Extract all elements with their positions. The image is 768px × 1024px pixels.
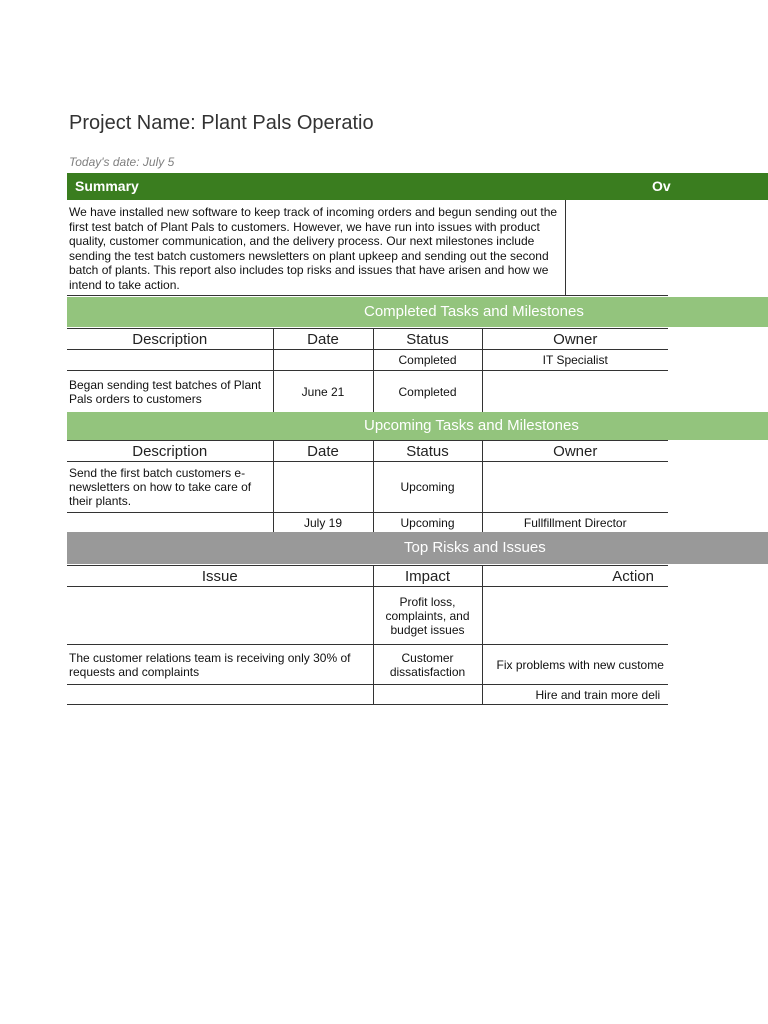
col-header-date: Date bbox=[273, 441, 373, 462]
completed-heading: Completed Tasks and Milestones bbox=[364, 303, 584, 320]
summary-box bbox=[67, 200, 566, 296]
completed-table bbox=[67, 328, 668, 414]
cell-status: Upcoming bbox=[373, 513, 482, 533]
table-row bbox=[67, 685, 668, 705]
col-header-owner: Owner bbox=[482, 441, 668, 462]
cell-impact: Profit loss, complaints, and budget issues bbox=[373, 587, 482, 645]
col-header-owner: Owner bbox=[482, 329, 668, 350]
cell-issue bbox=[67, 685, 373, 705]
col-header-issue: Issue bbox=[67, 566, 373, 587]
table-row bbox=[67, 462, 668, 513]
cell-description: Send the first batch customers e-newsletters on how to take care of their plants. bbox=[67, 462, 273, 513]
completed-section-band bbox=[67, 297, 768, 327]
cell-description bbox=[67, 350, 273, 371]
col-header-status: Status bbox=[373, 441, 482, 462]
risks-header-row bbox=[67, 566, 668, 587]
cell-owner bbox=[482, 371, 668, 414]
col-header-description: Description bbox=[67, 441, 273, 462]
completed-header-row bbox=[67, 329, 668, 350]
summary-heading: Summary bbox=[75, 178, 139, 194]
col-header-impact: Impact bbox=[373, 566, 482, 587]
cell-owner bbox=[482, 462, 668, 513]
cell-owner: IT Specialist bbox=[482, 350, 668, 371]
table-row bbox=[67, 645, 668, 685]
cell-owner: Fullfillment Director bbox=[482, 513, 668, 533]
upcoming-table bbox=[67, 440, 668, 533]
col-header-status: Status bbox=[373, 329, 482, 350]
table-row bbox=[67, 513, 668, 533]
col-header-date: Date bbox=[273, 329, 373, 350]
risks-section-band bbox=[67, 532, 768, 564]
overview-heading-cut: Ov bbox=[652, 178, 671, 194]
page-title: Project Name: Plant Pals Operatio bbox=[69, 112, 374, 134]
table-row bbox=[67, 350, 668, 371]
cell-description: Began sending test batches of Plant Pals orders to customers bbox=[67, 371, 273, 414]
upcoming-section-band bbox=[67, 412, 768, 440]
col-header-description: Description bbox=[67, 329, 273, 350]
summary-header-band bbox=[67, 173, 768, 200]
cell-action: Hire and train more deli bbox=[482, 685, 668, 705]
col-header-action: Action bbox=[482, 566, 668, 587]
table-row bbox=[67, 587, 668, 645]
summary-text: We have installed new software to keep track of incoming orders and begun sending out the first test batch of Plant Pals to customers. However, we have run into issues with product quality, customer communication, and the delivery process. Our next milestones include sending the test batch customers newsletters on plant upkeep and sending out the second batch of plants. This report also includes top risks and issues that have arisen and how we intend to take action. bbox=[69, 205, 558, 292]
cell-date bbox=[273, 350, 373, 371]
cell-description bbox=[67, 513, 273, 533]
cell-date: July 19 bbox=[273, 513, 373, 533]
cell-status: Completed bbox=[373, 371, 482, 414]
todays-date: Today's date: July 5 bbox=[69, 155, 175, 169]
cell-action bbox=[482, 587, 668, 645]
cell-impact: Customer dissatisfaction bbox=[373, 645, 482, 685]
cell-issue: The customer relations team is receiving only 30% of requests and complaints bbox=[67, 645, 373, 685]
cell-date: June 21 bbox=[273, 371, 373, 414]
cell-issue bbox=[67, 587, 373, 645]
upcoming-heading: Upcoming Tasks and Milestones bbox=[364, 417, 579, 434]
risks-heading: Top Risks and Issues bbox=[404, 539, 546, 556]
cell-status: Completed bbox=[373, 350, 482, 371]
risks-table bbox=[67, 565, 668, 705]
summary-side-cell bbox=[566, 200, 668, 296]
cell-impact bbox=[373, 685, 482, 705]
table-row bbox=[67, 371, 668, 414]
upcoming-header-row bbox=[67, 441, 668, 462]
cell-action: Fix problems with new custome bbox=[482, 645, 668, 685]
cell-date bbox=[273, 462, 373, 513]
cell-status: Upcoming bbox=[373, 462, 482, 513]
